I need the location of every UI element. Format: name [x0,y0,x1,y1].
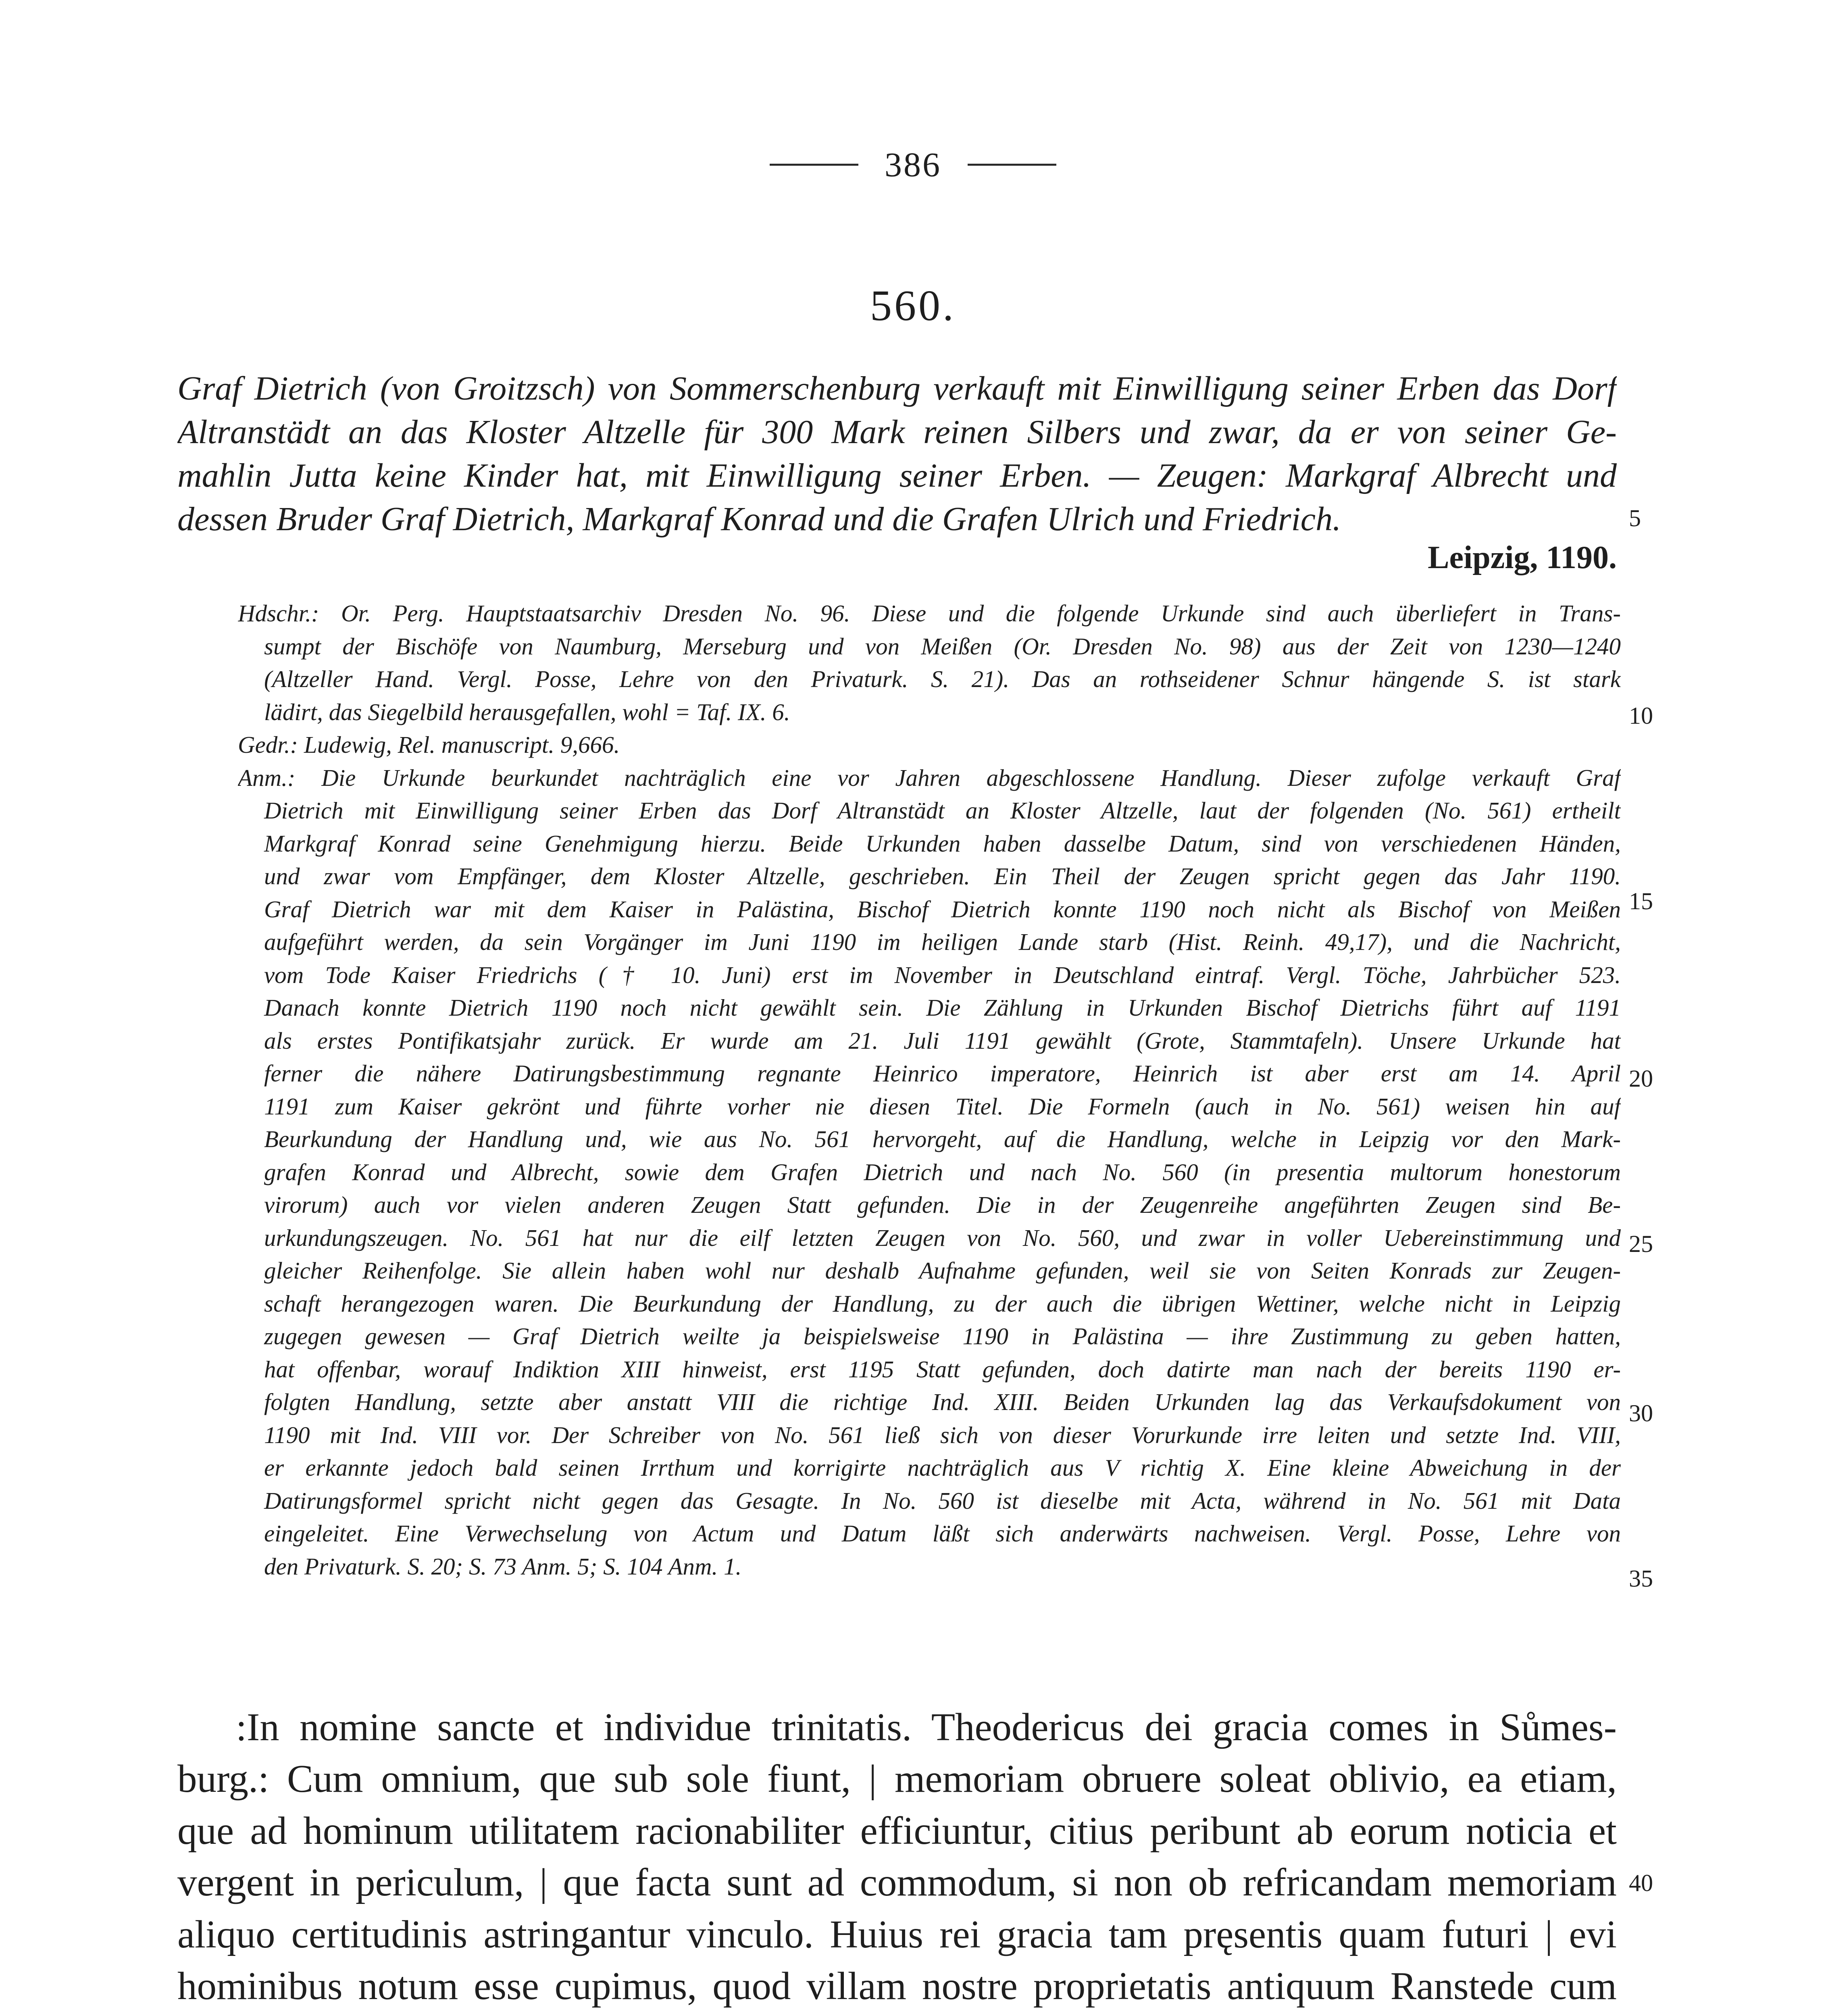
apparatus-line: urkundungszeugen. No. 561 hat nur die eilf letzten Zeugen von No. 560, und zwar in voller Uebereinstimmung und [264,1224,1621,1251]
line-number: 10 [1629,702,1653,729]
apparatus-line: folgten Handlung, setzte aber anstatt VIII die richtige Ind. XIII. Beiden Urkunden lag das Verkaufsdokument von [264,1389,1621,1415]
apparatus-line: lädirt, das Siegelbild herausgefallen, wohl = Taf. IX. 6. [264,698,790,725]
line-number: 25 [1629,1231,1653,1257]
apparatus-line: 1191 zum Kaiser gekrönt und führte vorher nie diesen Titel. Die Formeln (auch in No. 561) weisen hin auf [264,1093,1621,1120]
apparatus-line: Datirungsformel spricht nicht gegen das Gesagte. In No. 560 ist dieselbe mit Acta, während in No. 561 mit Data [264,1487,1621,1514]
line-number: 5 [1629,505,1641,531]
apparatus-line: ferner die nähere Datirungsbestimmung regnante Heinrico imperatore, Heinrich ist aber erst am 14. April [264,1060,1621,1087]
apparatus-line: grafen Konrad und Albrecht, sowie dem Grafen Dietrich und nach No. 560 (in presentia multorum honestorum [264,1158,1621,1185]
apparatus-line: Graf Dietrich war mit dem Kaiser in Palästina, Bischof Dietrich konnte 1190 noch nicht als Bischof von Meißen [264,896,1621,923]
text-line: que ad hominum utilitatem racionabiliter efficiuntur, citius peribunt ab eorum noticia et [177,1809,1617,1852]
line-number: 30 [1629,1400,1653,1427]
page-number: 386 [885,145,941,184]
document-number: 560. [870,282,956,330]
text-line: burg.: Cum omnium, que sub sole fiunt, | memoriam obruere soleat oblivio, ea etiam, [177,1757,1617,1801]
apparatus-line: und zwar vom Empfänger, dem Kloster Altzelle, geschrieben. Ein Theil der Zeugen spricht gegen das Jahr 1190. [264,863,1621,889]
line-number: 20 [1629,1065,1653,1092]
apparatus-line: Gedr.: Ludewig, Rel. manuscript. 9,666. [238,731,620,758]
regest-line: Graf Dietrich (von Groitzsch) von Sommerschenburg verkauft mit Einwilligung seiner Erben das Dorf [177,370,1617,407]
page-header [0,147,1826,182]
apparatus-line: vom Tode Kaiser Friedrichs († 10. Juni) erst im November in Deutschland eintraf. Vergl. Töche, Jahrbücher 523. [264,961,1621,988]
apparatus-line: Beurkundung der Handlung und, wie aus No. 561 hervorgeht, auf die Handlung, welche in Leipzig vor den Mark- [264,1126,1621,1152]
apparatus-line: 1190 mit Ind. VIII vor. Der Schreiber von No. 561 ließ sich von dieser Vorurkunde irre leiten und setzte Ind. VIII, [264,1421,1621,1448]
apparatus-line: gleicher Reihenfolge. Sie allein haben wohl nur deshalb Aufnahme gefunden, weil sie von Seiten Konrads zur Zeugen- [264,1257,1621,1284]
regest-line: mahlin Jutta keine Kinder hat, mit Einwilligung seiner Erben. — Zeugen: Markgraf Albrecht und [177,457,1617,494]
text-line [177,2012,1617,2016]
apparatus-line: Anm.: Die Urkunde beurkundet nachträglich eine vor Jahren abgeschlossene Handlung. Dieser zufolge verkauft Graf [238,764,1621,791]
left-rule [770,164,858,166]
latin-text [177,1702,1617,2016]
apparatus-line: hat offenbar, worauf Indiktion XIII hinweist, erst 1195 Statt gefunden, doch datirte man nach der bereits 1190 er- [264,1356,1621,1383]
apparatus-line: Danach konnte Dietrich 1190 noch nicht gewählt sein. Die Zählung in Urkunden Bischof Dietrichs führt auf 1191 [264,994,1621,1021]
text-line: :In nomine sancte et individue trinitatis. Theodericus dei gracia comes in Sůmes- [236,1706,1617,1749]
text-line: aliquo certitudinis astringantur vinculo. Huius rei gracia tam pręsentis quam futuri | evi [177,1912,1617,1956]
apparatus-line: schaft herangezogen waren. Die Beurkundung der Handlung, zu der auch die übrigen Wettiner, welche nicht in Leipzig [264,1290,1621,1317]
place-date: Leipzig, 1190. [1428,540,1617,575]
text-line: hominibus notum esse cupimus, quod villam nostre proprietatis antiquum Ranstede cum [177,1964,1617,2008]
apparatus-line: (Altzeller Hand. Vergl. Posse, Lehre von den Privaturk. S. 21). Das an rothseidener Schnur hängende S. ist stark [264,666,1621,692]
critical-apparatus [238,600,1621,1585]
apparatus-line: virorum) auch vor vielen anderen Zeugen Statt gefunden. Die in der Zeugenreihe angeführten Zeugen sind Be- [264,1191,1621,1218]
apparatus-line: als erstes Pontifikatsjahr zurück. Er wurde am 21. Juli 1191 gewählt (Grote, Stammtafeln). Unsere Urkunde hat [264,1027,1621,1054]
apparatus-line: er erkannte jedoch bald seinen Irrthum und korrigirte nachträglich aus V richtig X. Eine kleine Abweichung in der [264,1454,1621,1481]
right-rule [968,164,1056,166]
apparatus-line: den Privaturk. S. 20; S. 73 Anm. 5; S. 104 Anm. 1. [264,1553,742,1580]
line-number: 35 [1629,1565,1653,1592]
apparatus-line: Markgraf Konrad seine Genehmigung hierzu. Beide Urkunden haben dasselbe Datum, sind von verschiedenen Händen, [264,830,1621,857]
regest-line: Altranstädt an das Kloster Altzelle für 300 Mark reinen Silbers und zwar, da er von seiner Ge- [177,413,1617,451]
apparatus-line: eingeleitet. Eine Verwechselung von Actum und Datum läßt sich anderwärts nachweisen. Vergl. Posse, Lehre von [264,1520,1621,1547]
apparatus-line: sumpt der Bischöfe von Naumburg, Merseburg und von Meißen (Or. Dresden No. 98) aus der Zeit von 1230—1240 [264,633,1621,660]
text-line: vergent in periculum, | que facta sunt ad commodum, si non ob refricandam memoriam [177,1861,1617,1904]
apparatus-line: Hdschr.: Or. Perg. Hauptstaatsarchiv Dresden No. 96. Diese und die folgende Urkunde sind auch überliefert in Trans- [238,600,1621,627]
apparatus-line: zugegen gewesen — Graf Dietrich weilte ja beispielsweise 1190 in Palästina — ihre Zustimmung zu geben hatten, [264,1323,1621,1350]
line-number: 15 [1629,888,1653,914]
apparatus-line: aufgeführt werden, da sein Vorgänger im Juni 1190 im heiligen Lande starb (Hist. Reinh. 49,17), und die Nachricht, [264,929,1621,955]
apparatus-line: Dietrich mit Einwilligung seiner Erben das Dorf Altranstädt an Kloster Altzelle, laut der folgenden (No. 561) ertheilt [264,797,1621,824]
regest-line: dessen Bruder Graf Dietrich, Markgraf Konrad und die Grafen Ulrich und Friedrich. [177,500,1341,538]
regest [177,369,1617,543]
line-number: 40 [1629,1870,1653,1896]
